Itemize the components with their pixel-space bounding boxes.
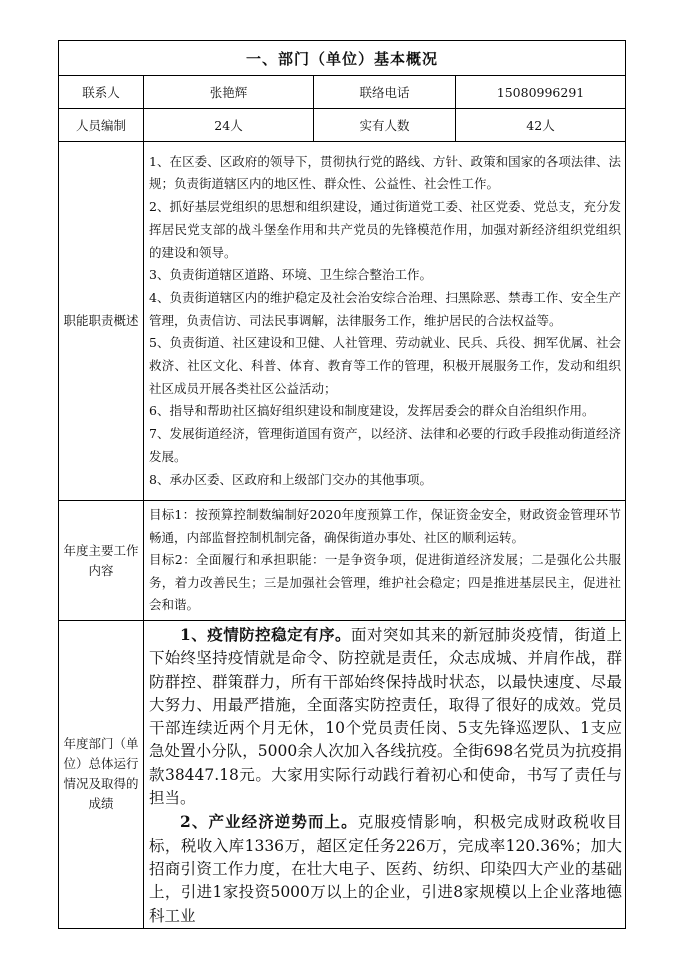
duty-item: 6、指导和帮助社区搞好组织建设和制度建设，发挥居委会的群众自治组织作用。: [149, 403, 595, 419]
performance-text: 面对突如其来的新冠肺炎疫情，街道上下始终坚持疫情就是命令、防控就是责任，众志成城、并肩作战，群防群控、群策群力，所有干部始终保持战时状态，以最快速度、尽最大努力、用最严措施，全面落实防控责任，取得了很好的成效。党员干部连续近两个月无休，10个党员责任岗、5支先锋巡逻队、1支应急处置小分队，5000余人次加入各线抗疫。全街698名党员为抗疫捐款38447.18元。大家用实际行动践行着初心和使命，书写了责任与担当。: [149, 626, 623, 808]
duty-item: 2、抓好基层党组织的思想和组织建设，通过街道党工委、社区党委、党总支，充分发挥居民党支部的战斗堡垒作用和共产党员的先锋模范作用，加强对新经济组织党组织的建设和领导。: [149, 199, 622, 260]
duty-item: 8、承办区委、区政府和上级部门交办的其他事项。: [149, 471, 432, 487]
phone-label: 联络电话: [314, 76, 456, 109]
goal-item: 目标2：全面履行和承担职能：一是争资争项，促进街道经济发展；二是强化公共服务，着力改善民生；三是加强社会管理，维护社会稳定；四是推进基层民主，促进社会和谐。: [149, 552, 622, 613]
staff-quota-value: 24人: [144, 109, 314, 142]
phone-value: 15080996291: [456, 76, 626, 109]
duty-item: 7、发展街道经济，管理街道国有资产，以经济、法律和必要的行政手段推动街道经济发展。: [149, 426, 622, 464]
overview-table: [58, 40, 626, 929]
staff-actual-value: 42人: [456, 109, 626, 142]
performance-text: 克服疫情影响，积极完成财政税收目标，税收入库1336万，超区定任务226万，完成率120.36%；加大招商引资工作力度，在壮大电子、医药、纺织、印染四大产业的基础上，引进1家投资5000万以上的企业，引进8家规模以上企业落地德科工业: [149, 813, 623, 925]
duties-content: [144, 142, 626, 501]
goals-label: 年度主要工作内容: [59, 501, 144, 621]
performance-content: [144, 621, 626, 929]
duty-item: 3、负责街道辖区道路、环境、卫生综合整治工作。: [149, 267, 432, 283]
duty-item: 4、负责街道辖区内的维护稳定及社会治安综合治理、扫黑除恶、禁毒工作、安全生产管理，负责信访、司法民事调解，法律服务工作，维护居民的合法权益等。: [149, 289, 622, 328]
performance-heading: 1、疫情防控稳定有序。: [180, 625, 351, 644]
section-title: 一、部门（单位）基本概况: [59, 41, 626, 76]
performance-label: 年度部门（单位）总体运行情况及取得的成绩: [59, 621, 144, 929]
goal-item: 目标1：按预算控制数编制好2020年度预算工作，保证资金安全，财政资金管理环节畅通，内部监督控制机制完备，确保街道办事处、社区的顺利运转。: [149, 507, 622, 545]
performance-heading: 2、产业经济逆势而上。: [180, 812, 358, 832]
duty-item: 5、负责街道、社区建设和卫健、人社管理、劳动就业、民兵、兵役、拥军优属、社会救济、社区文化、科普、体育、教育等工作的管理，积极开展服务工作，发动和组织社区成员开展各类社区公益活动；: [149, 335, 622, 396]
goals-content: [144, 501, 626, 621]
duties-label: 职能职责概述: [59, 142, 144, 501]
staff-actual-label: 实有人数: [314, 109, 456, 142]
staff-quota-label: 人员编制: [59, 109, 144, 142]
performance-item: [149, 623, 622, 810]
contact-name: 张艳辉: [144, 76, 314, 109]
performance-item: [149, 810, 622, 927]
duty-item: 1、在区委、区政府的领导下，贯彻执行党的路线、方针、政策和国家的各项法律、法规；负责街道辖区内的地区性、群众性、公益性、社会性工作。: [149, 153, 622, 192]
contact-label: 联系人: [59, 76, 144, 109]
